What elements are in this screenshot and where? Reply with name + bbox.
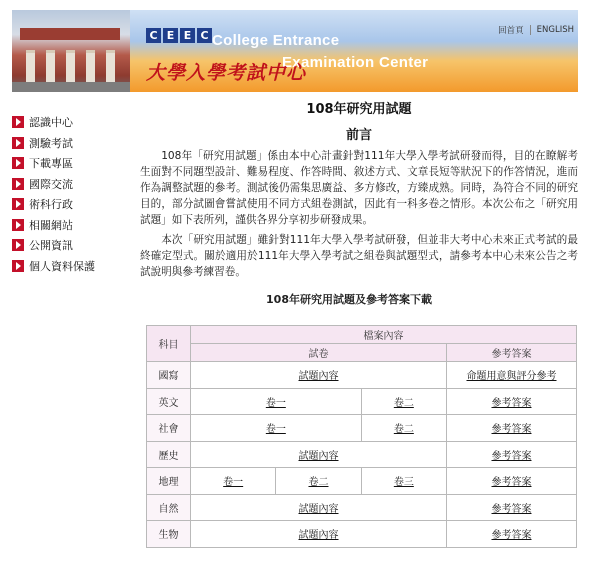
arrow-icon — [12, 219, 24, 231]
paper-link[interactable]: 試題內容 — [298, 371, 339, 383]
arrow-icon — [12, 260, 24, 272]
answer-link[interactable]: 參考答案 — [491, 424, 532, 436]
sidebar — [12, 112, 122, 276]
ceec-logo: C E E C — [146, 28, 212, 43]
table-row — [147, 415, 577, 442]
paper-link[interactable]: 卷一 — [265, 424, 286, 436]
answer-link[interactable]: 參考答案 — [491, 477, 532, 489]
site-name-en-line1: College Entrance — [212, 32, 340, 49]
header-tools — [498, 24, 574, 36]
sidebar-item-related-sites[interactable] — [12, 215, 122, 236]
paper-link[interactable]: 試題內容 — [298, 503, 339, 515]
header-subject: 科目 — [147, 326, 191, 362]
arrow-icon — [12, 116, 24, 128]
page-title: 108年研究用試題 — [306, 102, 412, 117]
subject-cell: 自然 — [147, 494, 191, 521]
answer-link[interactable]: 參考答案 — [491, 450, 532, 462]
paper-link[interactable]: 試題內容 — [298, 450, 339, 462]
arrow-icon — [12, 198, 24, 210]
answer-link[interactable]: 參考答案 — [491, 503, 532, 515]
table-row — [147, 362, 577, 389]
home-link[interactable]: 回首頁 — [498, 26, 524, 36]
arrow-icon — [12, 178, 24, 190]
subject-cell: 國寫 — [147, 362, 191, 389]
header-answer: 參考答案 — [447, 344, 577, 362]
building-photo — [12, 10, 130, 92]
sidebar-item-label: 認識中心 — [29, 116, 73, 130]
table-row — [147, 521, 577, 548]
tools-divider — [530, 25, 531, 35]
sidebar-item-privacy[interactable] — [12, 256, 122, 277]
table-row — [147, 468, 577, 495]
paper-link[interactable]: 卷一 — [223, 477, 244, 489]
subject-cell: 社會 — [147, 415, 191, 442]
subject-cell: 英文 — [147, 388, 191, 415]
subject-cell: 歷史 — [147, 441, 191, 468]
paper-link[interactable]: 卷二 — [393, 424, 414, 436]
paper-link[interactable]: 卷三 — [393, 477, 414, 489]
sidebar-item-label: 下載專區 — [29, 157, 73, 171]
table-caption: 108年研究用試題及參考答案下載 — [266, 293, 432, 306]
table-row — [147, 388, 577, 415]
intro-paragraph-1: 108年「研究用試題」係由本中心計畫針對111年大學入學考試研發而得，目的在瞭解考生面對不同題型設計、難易程度、作答時間、敘述方式、文章長短等狀況下的作答情況，進而作為調整試題的參考。測試後仍需集思廣益、多方修改，方臻成熟。同時，為符合不同的研究目的，部分試圖會嘗試使用不同方式組卷測試，因此有一科多卷之情形。本次公布之「研究用試題」如下表所列，謹供各界分享初步研發成果。 — [140, 150, 578, 226]
arrow-icon — [12, 137, 24, 149]
arrow-icon — [12, 239, 24, 251]
site-name-zh: 大學入學考試中心 — [146, 62, 307, 84]
sidebar-item-label: 術科行政 — [29, 198, 73, 212]
paper-link[interactable]: 試題內容 — [298, 530, 339, 542]
subject-cell: 地理 — [147, 468, 191, 495]
sidebar-item-label: 公開資訊 — [29, 239, 73, 253]
header-paper: 試卷 — [191, 344, 447, 362]
english-link[interactable]: ENGLISH — [536, 25, 574, 35]
paper-link[interactable]: 卷一 — [265, 397, 286, 409]
answer-link[interactable]: 命題用意與評分參考 — [466, 371, 557, 383]
answer-link[interactable]: 參考答案 — [491, 397, 532, 409]
sidebar-item-label: 相關網站 — [29, 218, 73, 232]
subject-cell: 生物 — [147, 521, 191, 548]
sidebar-item-public-info[interactable] — [12, 235, 122, 256]
paper-link[interactable]: 卷二 — [393, 397, 414, 409]
sidebar-item-label: 國際交流 — [29, 177, 73, 191]
answer-link[interactable]: 參考答案 — [491, 530, 532, 542]
sidebar-item-label: 個人資料保護 — [29, 259, 95, 273]
sidebar-item-skills-admin[interactable] — [12, 194, 122, 215]
sidebar-item-about[interactable] — [12, 112, 122, 133]
table-row — [147, 494, 577, 521]
download-table — [146, 325, 577, 548]
header-banner — [12, 10, 578, 92]
paper-link[interactable]: 卷二 — [308, 477, 329, 489]
sidebar-item-international[interactable] — [12, 174, 122, 195]
table-row — [147, 441, 577, 468]
site-name-en-line2: Examination Center — [282, 54, 429, 71]
section-title: 前言 — [345, 128, 372, 143]
main-content — [140, 100, 578, 308]
header-file-content: 檔案內容 — [191, 326, 577, 344]
intro-paragraph-2: 本次「研究用試題」雖針對111年大學入學考試研發，但並非大考中心未來正式考試的最終確定型式。關於適用於111年大學入學考試之組卷與試題型式，請參考本中心未來公告之考試說明與參考練習卷。 — [140, 234, 578, 278]
arrow-icon — [12, 157, 24, 169]
sidebar-item-exams[interactable] — [12, 133, 122, 154]
sidebar-item-downloads[interactable] — [12, 153, 122, 174]
sidebar-item-label: 測驗考試 — [29, 136, 73, 150]
